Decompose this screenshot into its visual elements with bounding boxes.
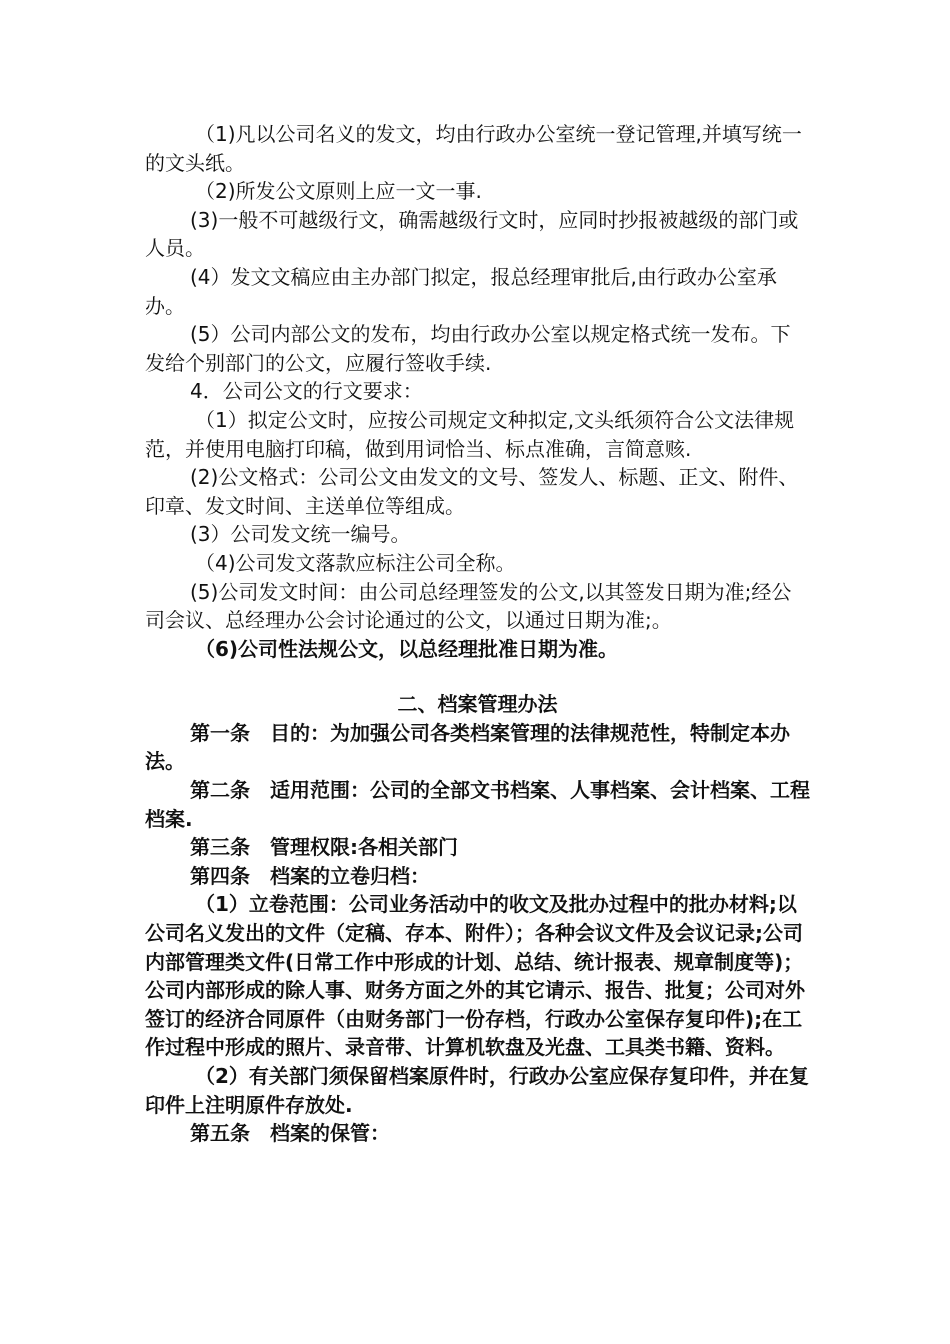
article-filing-scope: （1）立卷范围：公司业务活动中的收文及批办过程中的批办材料;以公司名义发出的文件（定稿、存本、附件）；各种会议文件及会议记录;公司内部管理类文件(日常工作中形成的计划、总结、统计报表、规章制度等)；公司内部形成的除人事、财务方面之外的其它请示、报告、批复；公司对外签订的经济合同原件（由财务部门一份存档，行政办公室保存复印件);在工作过程中形成的照片、录音带、计算机软盘及光盘、工具类书籍、资料。 (145, 892, 805, 1060)
document-body (145, 120, 810, 1148)
paragraph-one-document-one-matter: （2)所发公文原则上应一文一事. (195, 179, 482, 204)
article-purpose: 第一条 目的：为加强公司各类档案管理的法律规范性，特制定本办法。 (145, 720, 790, 774)
paragraph-no-bypass-hierarchy: (3)一般不可越级行文，确需越级行文时，应同时抄报被越级的部门或人员。 (145, 207, 799, 261)
paragraph-draft-approval: (4）发文文稿应由主办部门拟定，报总经理审批后,由行政办公室承办。 (145, 264, 777, 318)
paragraph-document-format: (2)公文格式：公司公文由发文的文号、签发人、标题、正文、附件、印章、发文时间、主送单位等组成。 (145, 465, 799, 518)
section-title: 二、档案管理办法 (397, 692, 558, 717)
paragraph-dispatch-registration: （1)凡以公司名义的发文，均由行政办公室统一登记管理,并填写统一的文头纸。 (145, 122, 802, 175)
paragraph-issue-date: (5)公司发文时间：由公司总经理签发的公文,以其签发日期为准;经公司会议、总经理办公会讨论通过的公文，以通过日期为准;。 (145, 579, 792, 633)
article-scope: 第二条 适用范围：公司的全部文书档案、人事档案、会计档案、工程档案. (145, 778, 810, 831)
paragraph-signature-name: （4)公司发文落款应标注公司全称。 (195, 550, 516, 575)
paragraph-numbering: (3）公司发文统一编号。 (190, 522, 411, 547)
paragraph-drafting-rules: （1）拟定公文时，应按公司规定文种拟定,文头纸须符合公文法律规范，并使用电脑打印稿，做到用词恰当、标点准确，言简意赅. (145, 407, 795, 461)
paragraph-writing-requirements: 4．公司公文的行文要求： (190, 379, 423, 404)
article-filing-copies: （2）有关部门须保留档案原件时，行政办公室应保存复印件，并在复印件上注明原件存放处. (145, 1064, 809, 1117)
article-authority: 第三条 管理权限:各相关部门 (190, 835, 458, 860)
paragraph-internal-publishing: (5）公司内部公文的发布，均由行政办公室以规定格式统一发布。下发给个别部门的公文，应履行签收手续. (145, 322, 791, 375)
article-filing: 第四条 档案的立卷归档： (190, 863, 430, 888)
paragraph-regulation-date: （6)公司性法规公文，以总经理批准日期为准。 (195, 636, 619, 661)
article-storage: 第五条 档案的保管： (190, 1121, 390, 1146)
